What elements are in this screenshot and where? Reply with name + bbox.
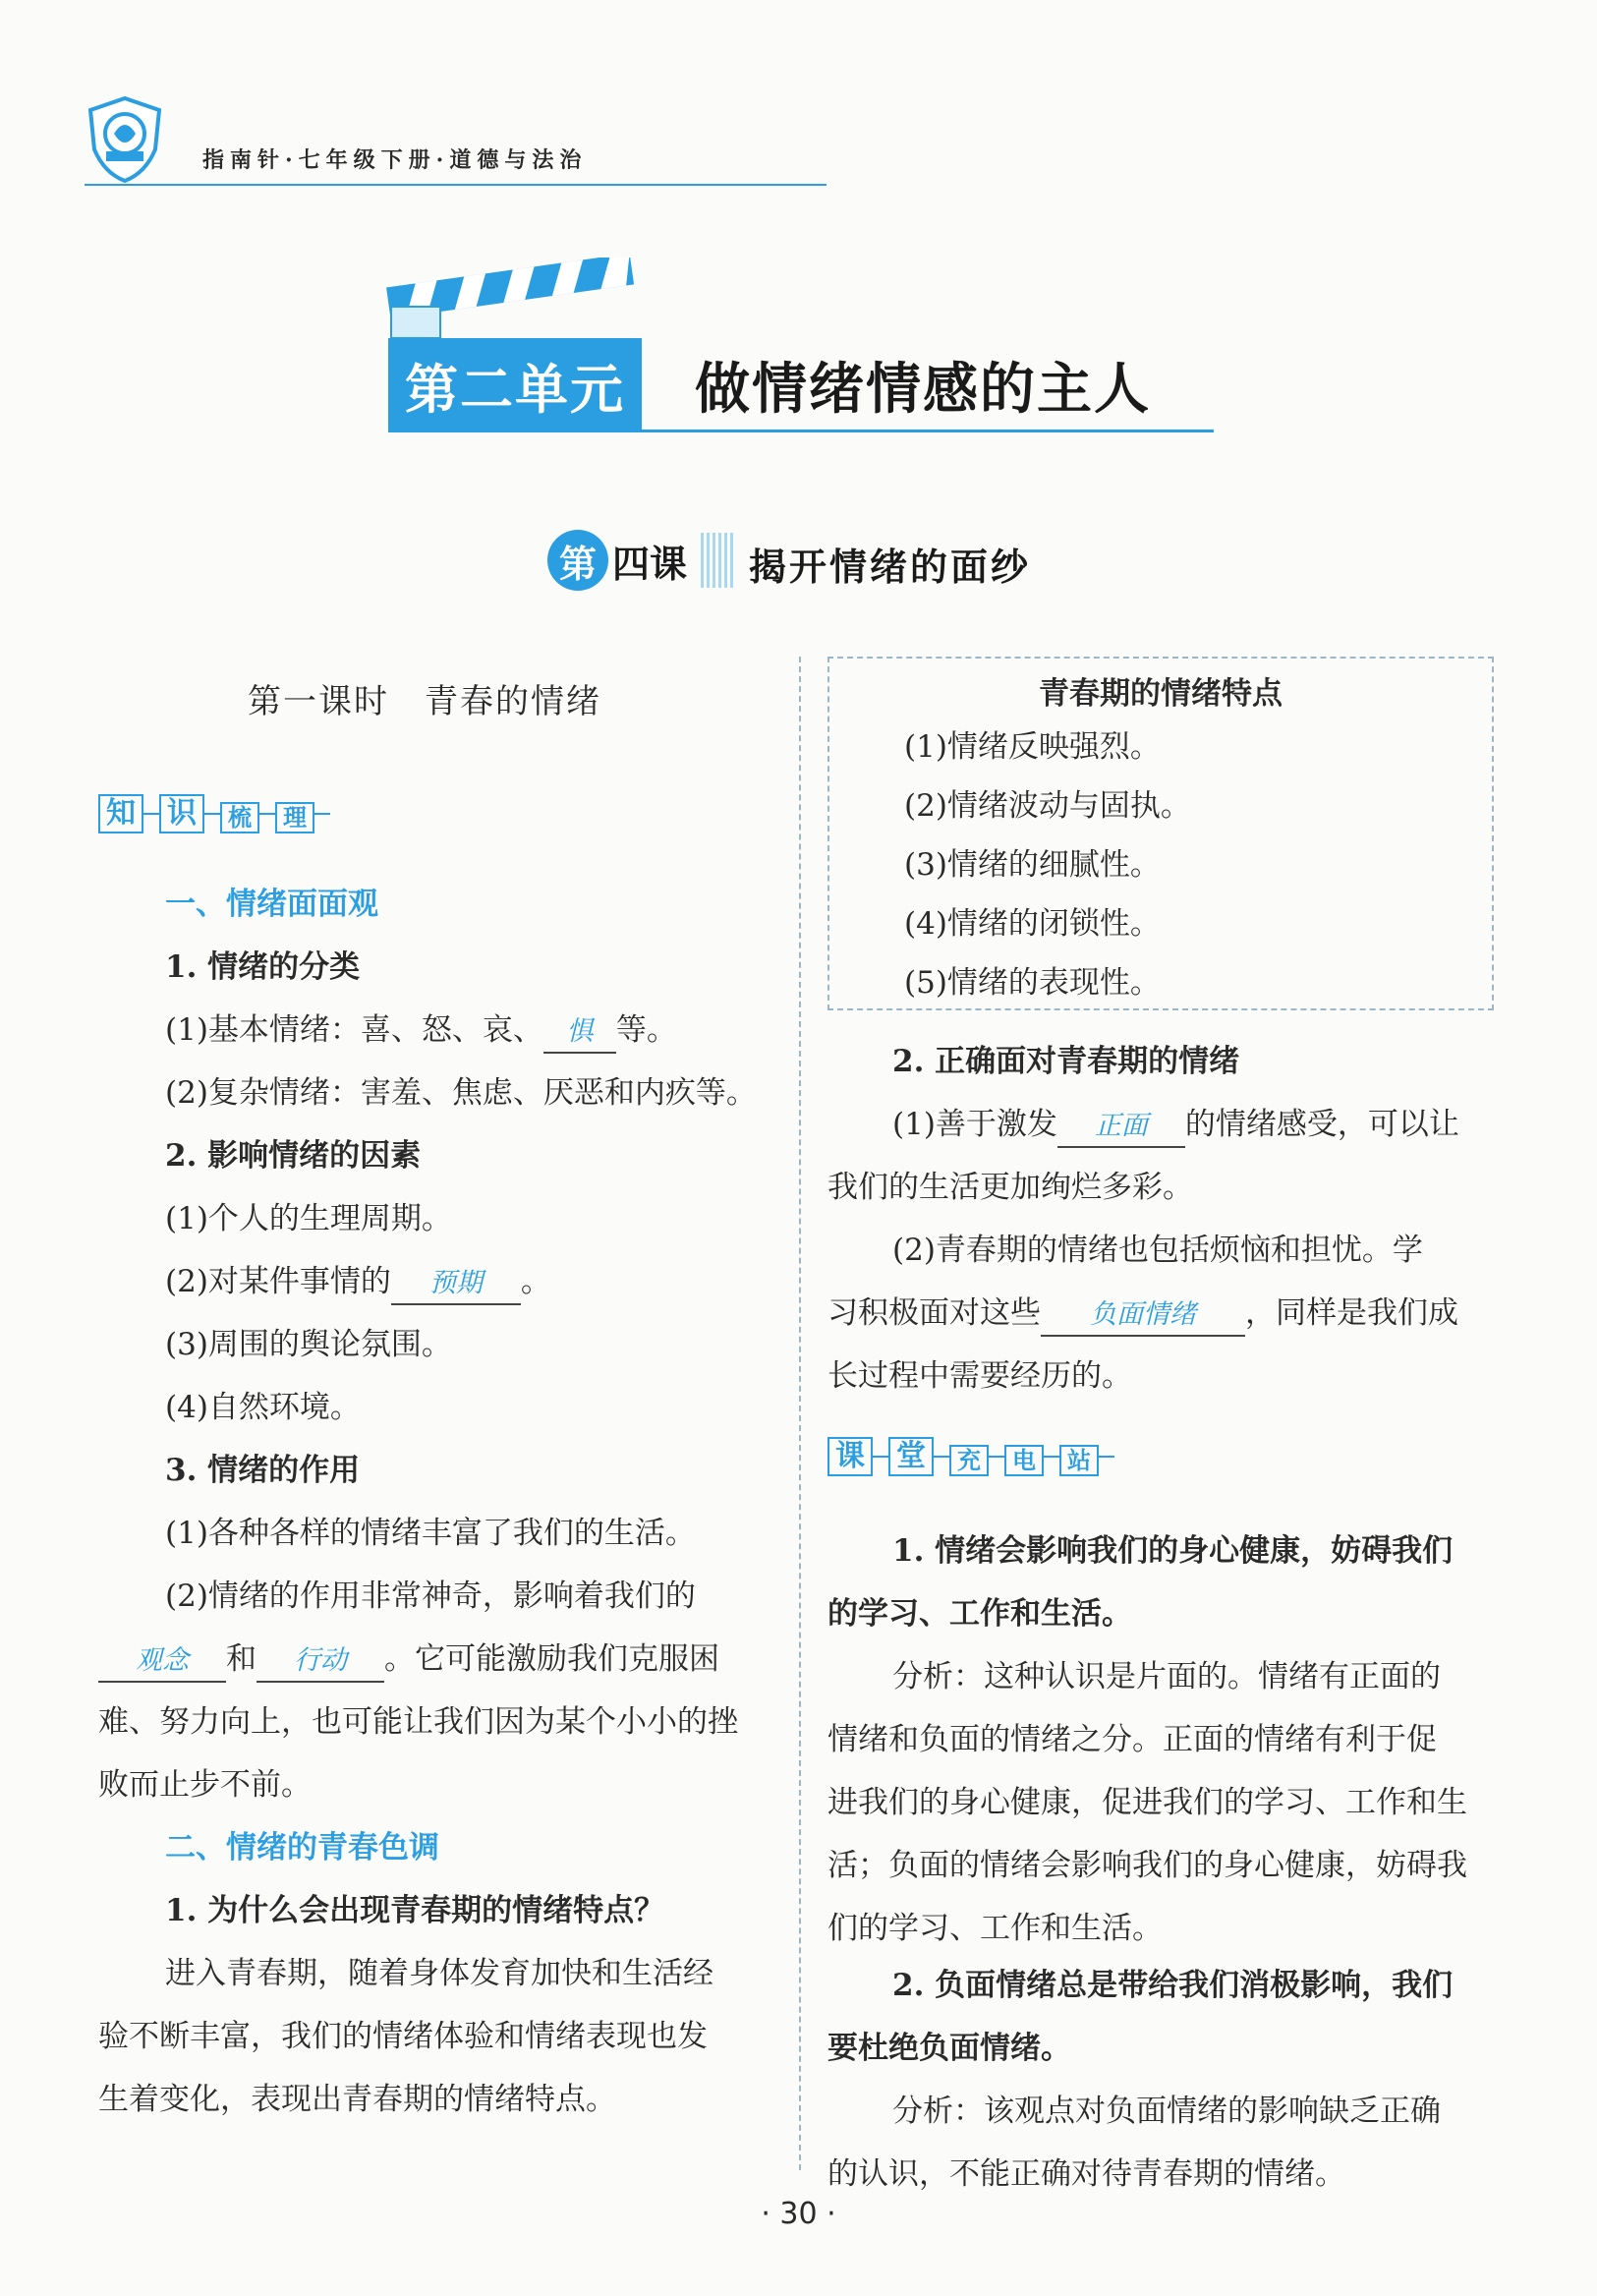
analysis-line: 活；负面的情绪会影响我们的身心健康，妨碍我 [827, 1848, 1467, 1883]
text-line: 难、努力向上，也可能让我们因为某个小小的挫 [98, 1704, 738, 1740]
analysis-line: 们的学习、工作和生活。 [827, 1911, 1163, 1946]
clapperboard-icon [383, 258, 649, 338]
text-line: (4)自然环境。 [165, 1390, 361, 1425]
text-line: 长过程中需要经历的。 [827, 1358, 1132, 1394]
text-line: (1)善于激发 正面 的情绪感受，可以让 [892, 1105, 1459, 1148]
analysis-line: 情绪和负面的情绪之分。正面的情绪有利于促 [827, 1722, 1437, 1757]
feature-box-item: (4)情绪的闭锁性。 [904, 906, 1161, 942]
text-line: 我们的生活更加绚烂多彩。 [827, 1170, 1193, 1205]
section-heading: 一、情绪面面观 [165, 887, 378, 922]
fill-blank-answer: 正面 [1057, 1107, 1185, 1148]
statement-line: 2. 负面情绪总是带给我们消极影响，我们 [892, 1968, 1454, 2003]
column-divider [799, 657, 801, 2170]
question-heading: 3. 情绪的作用 [165, 1453, 361, 1488]
tag-char: 充 [949, 1445, 989, 1476]
section-heading: 二、情绪的青春色调 [165, 1830, 439, 1866]
unit-title: 做情绪情感的主人 [695, 358, 1151, 422]
analysis-line: 进我们的身心健康，促进我们的学习、工作和生 [827, 1785, 1467, 1820]
lesson-badge-char: 第 [547, 530, 608, 591]
tag-char: 课 [827, 1437, 873, 1476]
lesson-badge [547, 526, 736, 595]
feature-box-item: (5)情绪的表现性。 [904, 965, 1161, 1001]
tag-char: 堂 [888, 1437, 934, 1476]
text-line: 败而止步不前。 [98, 1767, 312, 1803]
publisher-logo-icon [85, 94, 165, 185]
section-tag-knowledge [98, 794, 330, 833]
text-line: (2)复杂情绪：害羞、焦虑、厌恶和内疚等。 [165, 1075, 757, 1111]
running-header: 指南针·七年级下册·道德与法治 [202, 147, 588, 173]
statement-line: 的学习、工作和生活。 [827, 1596, 1132, 1632]
unit-label-box [388, 338, 642, 432]
text-line: (2)对某件事情的 预期 。 [165, 1262, 551, 1305]
text-line: (1)个人的生理周期。 [165, 1201, 452, 1236]
statement-line: 1. 情绪会影响我们的身心健康，妨碍我们 [892, 1533, 1454, 1569]
question-heading: 2. 正确面对青春期的情绪 [892, 1044, 1240, 1079]
lesson-number: 四课 [612, 542, 688, 586]
question-heading: 2. 影响情绪的因素 [165, 1138, 422, 1174]
page-number: · 30 · [761, 2197, 836, 2231]
analysis-line: 分析：该观点对负面情绪的影响缺乏正确 [892, 2094, 1441, 2129]
feature-box-title: 青春期的情绪特点 [1039, 676, 1283, 712]
tag-char: 识 [159, 794, 204, 833]
period-title: 第一课时 青春的情绪 [248, 682, 601, 721]
unit-rule [642, 430, 1214, 432]
fill-blank-answer: 负面情绪 [1041, 1295, 1245, 1337]
text-line: 观念 和 行动 。它可能激励我们克服困 [98, 1639, 719, 1683]
tag-char: 梳 [220, 802, 259, 833]
text-line: 验不断丰富，我们的情绪体验和情绪表现也发 [98, 2019, 708, 2054]
text-line: (1)基本情绪：喜、怒、哀、 惧 等。 [165, 1010, 677, 1054]
feature-box-item: (2)情绪波动与固执。 [904, 788, 1191, 824]
text-line: 生着变化，表现出青春期的情绪特点。 [98, 2082, 616, 2117]
fill-blank-answer: 预期 [391, 1264, 521, 1305]
analysis-line: 的认识，不能正确对待青春期的情绪。 [827, 2156, 1345, 2192]
text-line: (2)青春期的情绪也包括烦恼和担忧。学 [892, 1233, 1423, 1268]
feature-box-item: (3)情绪的细腻性。 [904, 847, 1161, 883]
tag-char: 电 [1004, 1445, 1044, 1476]
fill-blank-answer: 行动 [257, 1641, 384, 1683]
text-line: 进入青春期，随着身体发育加快和生活经 [165, 1956, 713, 1991]
header-rule [85, 184, 827, 186]
feature-box-item: (1)情绪反映强烈。 [904, 729, 1161, 765]
text-line: (3)周围的舆论氛围。 [165, 1327, 452, 1362]
tag-char: 理 [275, 802, 314, 833]
text-line: 习积极面对这些 负面情绪 ，同样是我们成 [827, 1293, 1458, 1337]
fill-blank-answer: 观念 [98, 1641, 226, 1683]
statement-line: 要杜绝负面情绪。 [827, 2031, 1071, 2066]
fill-blank-answer: 惧 [543, 1012, 616, 1054]
lesson-badge-stripes [701, 533, 736, 588]
lesson-title: 揭开情绪的面纱 [749, 545, 1032, 589]
text-line: (1)各种各样的情绪丰富了我们的生活。 [165, 1516, 696, 1551]
analysis-line: 分析：这种认识是片面的。情绪有正面的 [892, 1659, 1441, 1694]
tag-char: 知 [98, 794, 143, 833]
question-heading: 1. 情绪的分类 [165, 949, 361, 985]
unit-label: 第二单元 [405, 358, 625, 421]
question-heading: 1. 为什么会出现青春期的情绪特点？ [165, 1893, 665, 1928]
section-tag-class-recharge [827, 1437, 1114, 1476]
tag-char: 站 [1059, 1445, 1099, 1476]
text-line: (2)情绪的作用非常神奇，影响着我们的 [165, 1578, 696, 1614]
